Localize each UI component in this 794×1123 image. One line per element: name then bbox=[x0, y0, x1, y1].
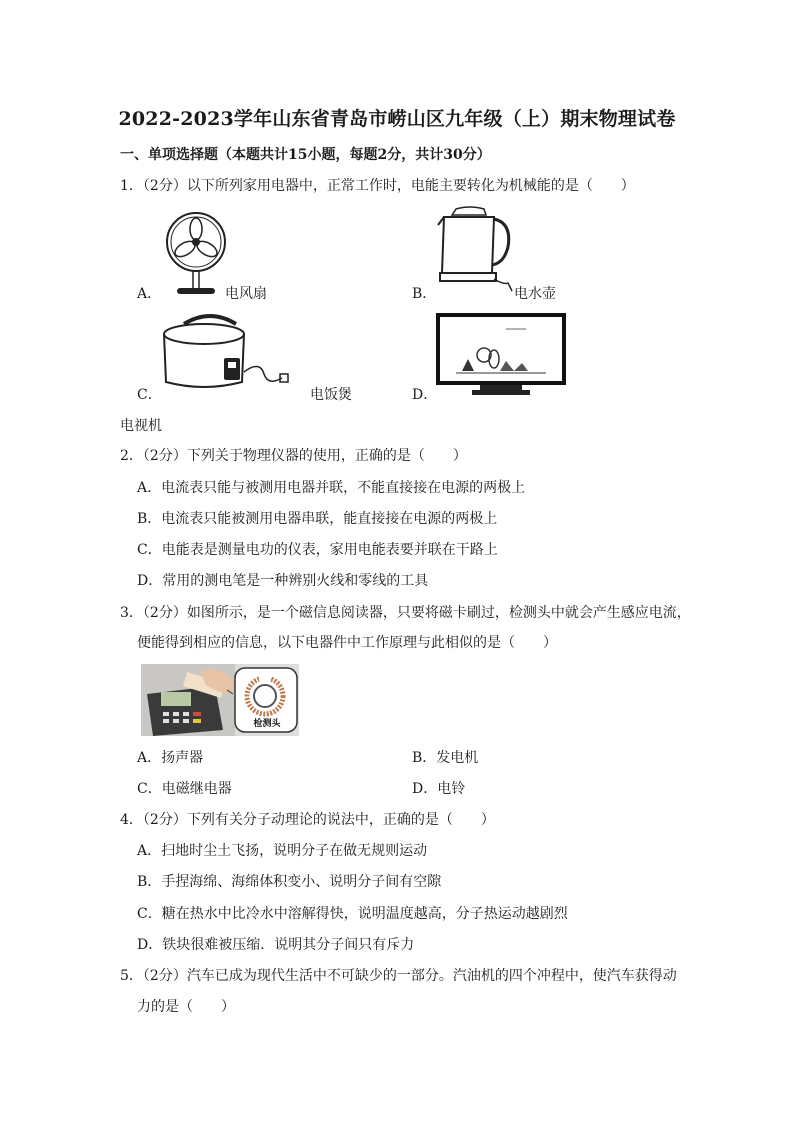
option-4c: C．糖在热水中比冷水中溶解得快，说明温度越高，分子热运动越剧烈 bbox=[137, 906, 568, 922]
option-2d: D．常用的测电笔是一种辨别火线和零线的工具 bbox=[137, 573, 429, 589]
question-5-stem-line1: 5．（2分）汽车已成为现代生活中不可缺少的一部分。汽油机的四个冲程中，使汽车获得动 bbox=[120, 968, 677, 984]
card-reader-image bbox=[141, 664, 299, 736]
detector-caption: 检测头 bbox=[253, 719, 281, 729]
television-image bbox=[436, 313, 566, 399]
electric-kettle-image bbox=[434, 203, 524, 295]
option-4d: D．铁块很难被压缩．说明其分子间只有斥力 bbox=[137, 937, 415, 953]
option-1d-text: 电视机 bbox=[120, 418, 162, 434]
option-2c: C．电能表是测量电功的仪表，家用电能表要并联在干路上 bbox=[137, 542, 498, 558]
question-3-stem-line2: 便能得到相应的信息，以下电器件中工作原理与此相似的是（ ） bbox=[137, 635, 557, 651]
option-3a: A．扬声器 bbox=[137, 750, 204, 766]
exam-title: 2022-2023学年山东省青岛市崂山区九年级（上）期末物理试卷 bbox=[118, 108, 676, 130]
question-5-stem-line2: 力的是（ ） bbox=[137, 999, 235, 1015]
option-1a-text: 电风扇 bbox=[225, 286, 267, 302]
option-1c-text: 电饭煲 bbox=[310, 387, 352, 403]
question-1-stem: 1．（2分）以下所列家用电器中，正常工作时，电能主要转化为机械能的是（ ） bbox=[120, 178, 635, 194]
option-3d: D．电铃 bbox=[412, 781, 466, 797]
rice-cooker-image bbox=[160, 312, 295, 392]
option-2a: A．电流表只能与被测用电器并联，不能直接接在电源的两极上 bbox=[137, 480, 526, 496]
option-1b-letter: B． bbox=[412, 286, 437, 302]
option-1c-letter: C． bbox=[137, 387, 162, 403]
question-2-stem: 2．（2分）下列关于物理仪器的使用，正确的是（ ） bbox=[120, 448, 467, 464]
option-3c: C．电磁继电器 bbox=[137, 781, 232, 797]
option-4a: A．扫地时尘土飞扬，说明分子在做无规则运动 bbox=[137, 843, 428, 859]
option-4b: B．手捏海绵、海绵体积变小、说明分子间有空隙 bbox=[137, 874, 442, 890]
option-3b: B．发电机 bbox=[412, 750, 479, 766]
option-1a-letter: A． bbox=[137, 286, 162, 302]
option-1d-letter: D． bbox=[412, 387, 438, 403]
section-heading: 一、单项选择题（本题共计15小题，每题2分，共计30分） bbox=[120, 147, 491, 163]
option-2b: B．电流表只能被测用电器串联，能直接接在电源的两极上 bbox=[137, 511, 498, 527]
question-4-stem: 4．（2分）下列有关分子动理论的说法中，正确的是（ ） bbox=[120, 812, 495, 828]
question-3-stem-line1: 3．（2分）如图所示，是一个磁信息阅读器，只要将磁卡刷过，检测头中就会产生感应电流， bbox=[120, 605, 691, 621]
electric-fan-image bbox=[160, 210, 232, 298]
option-1b-text: 电水壶 bbox=[514, 286, 556, 302]
